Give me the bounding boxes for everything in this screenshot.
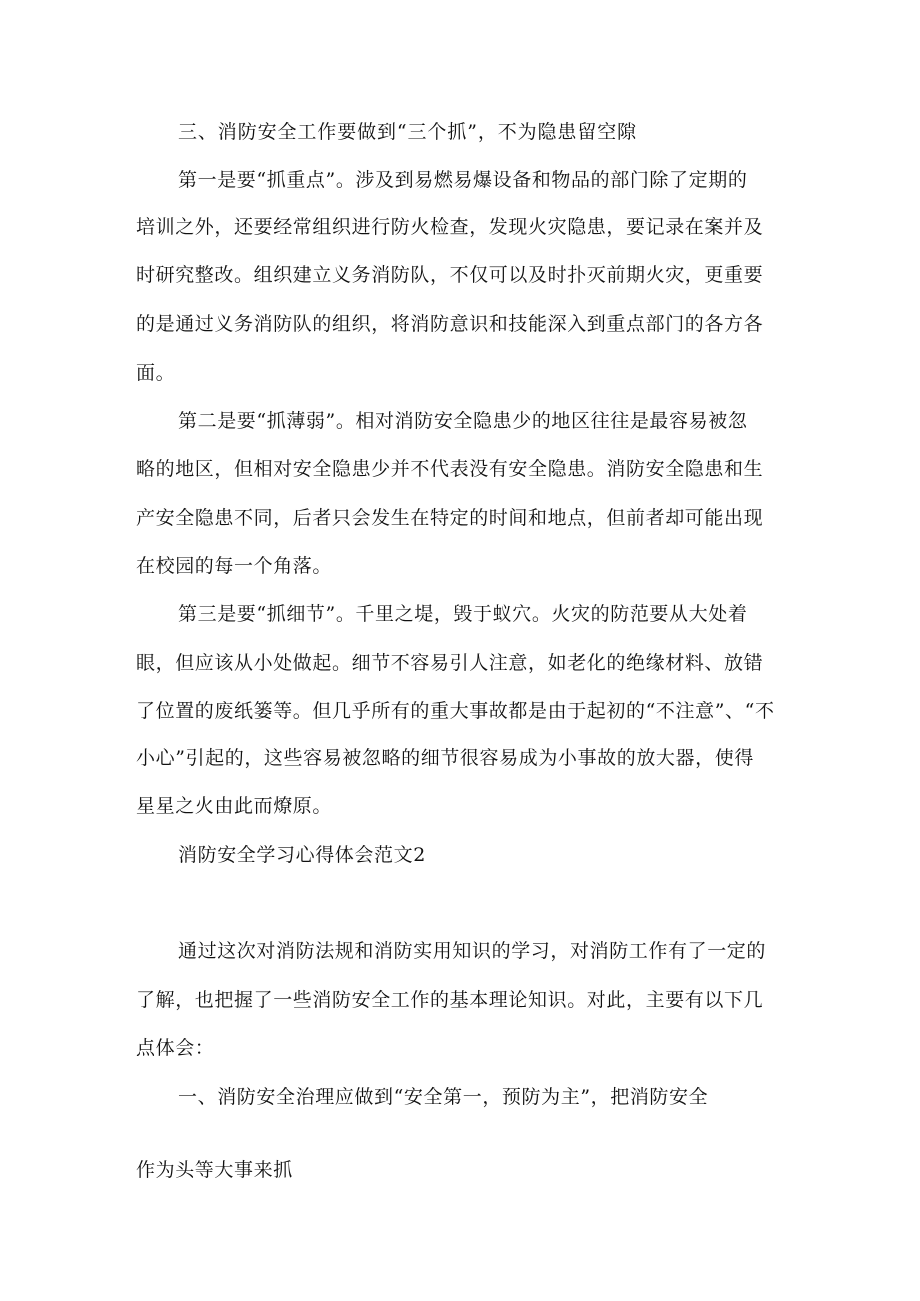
intro-line-2: 了解，也把握了一些消防安全工作的基本理论知识。对此，主要有以下几	[136, 989, 764, 1011]
para1-line-5: 面。	[136, 362, 176, 384]
para3-line-2: 眼，但应该从小处做起。细节不容易引人注意，如老化的绝缘材料、放错	[136, 652, 764, 674]
para3-line-5: 星星之火由此而燎原。	[136, 795, 333, 817]
para3-line-4: 小心”引起的，这些容易被忽略的细节很容易成为小事故的放大器，使得	[136, 747, 754, 769]
para3-line-3: 了位置的废纸篓等。但几乎所有的重大事故都是由于起初的“不注意”、“不	[136, 700, 775, 722]
para2-line-1: 第二是要“抓薄弱”。相对消防安全隐患少的地区往往是最容易被忽	[178, 410, 748, 432]
essay-2-title: 消防安全学习心得体会范文2	[178, 844, 426, 866]
para1-line-4: 的是通过义务消防队的组织，将消防意识和技能深入到重点部门的各方各	[136, 313, 764, 335]
para2-line-2: 略的地区，但相对安全隐患少并不代表没有安全隐患。消防安全隐患和生	[136, 458, 764, 480]
point-1-line-1: 一、消防安全治理应做到“安全第一，预防为主”，把消防安全	[178, 1086, 709, 1108]
intro-line-1: 通过这次对消防法规和消防实用知识的学习，对消防工作有了一定的	[178, 940, 767, 962]
para2-line-4: 在校园的每一个角落。	[136, 555, 333, 577]
point-1-line-2: 作为头等大事来抓	[136, 1159, 293, 1181]
intro-line-3: 点体会：	[136, 1037, 215, 1059]
para1-line-1: 第一是要“抓重点”。涉及到易燃易爆设备和物品的部门除了定期的	[178, 169, 748, 191]
para2-line-3: 产安全隐患不同，后者只会发生在特定的时间和地点，但前者却可能出现	[136, 507, 764, 529]
para3-line-1: 第三是要“抓细节”。千里之堤，毁于蚁穴。火灾的防范要从大处着	[178, 603, 748, 625]
section-3-heading: 三、消防安全工作要做到“三个抓”，不为隐患留空隙	[178, 121, 638, 143]
para1-line-2: 培训之外，还要经常组织进行防火检查，发现火灾隐患，要记录在案并及	[136, 216, 764, 238]
para1-line-3: 时研究整改。组织建立义务消防队，不仅可以及时扑灭前期火灾，更重要	[136, 264, 764, 286]
